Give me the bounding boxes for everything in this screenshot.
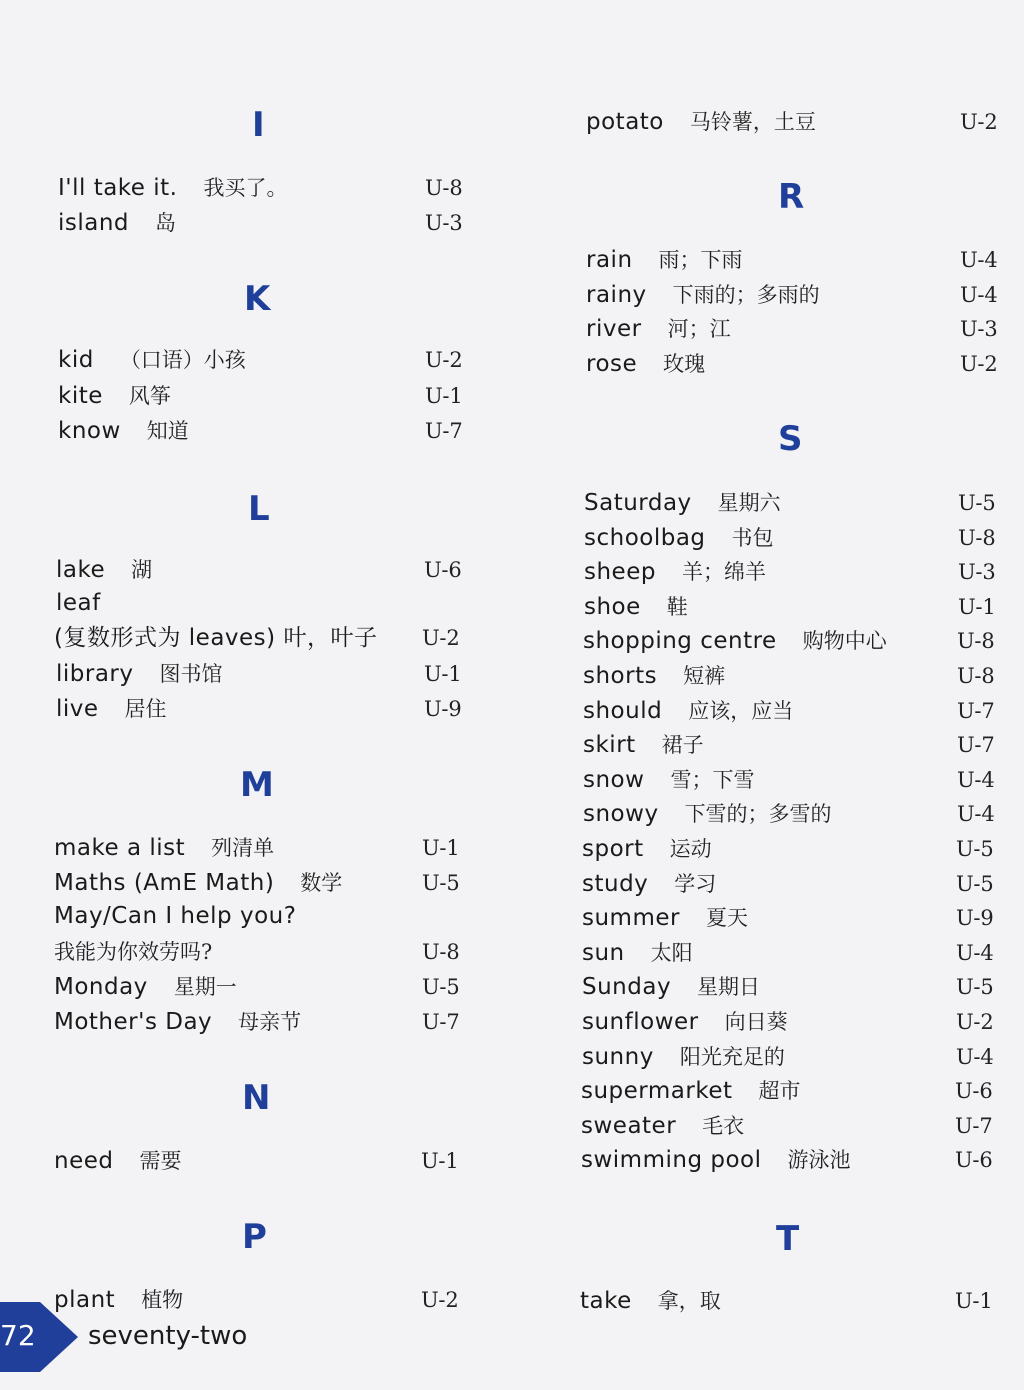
entry-row [58, 416, 189, 446]
entry-chinese: 星期六 [717, 491, 781, 515]
entry-row [582, 869, 716, 899]
entry-row [584, 557, 766, 587]
entry-row [54, 901, 296, 931]
entry-chinese: 岛 [155, 211, 177, 235]
entry-chinese: 需要 [139, 1149, 182, 1173]
entry-unit: U-8 [957, 664, 995, 688]
entry-row [580, 1286, 721, 1316]
entry-row [54, 868, 342, 898]
entry-unit: U-8 [422, 940, 460, 964]
entry-english: plant [54, 1287, 116, 1313]
section-letter-s: S [778, 419, 803, 459]
entry-english: I'll take it. [58, 175, 178, 201]
entry-english: summer [582, 905, 680, 931]
entry-unit: U-1 [421, 1149, 459, 1173]
entry-row [54, 623, 377, 653]
entry-chinese: 居住 [124, 697, 167, 721]
entry-unit: U-6 [955, 1079, 993, 1103]
entry-chinese: 我能为你效劳吗? [54, 940, 213, 964]
entry-chinese: 星期日 [697, 975, 761, 999]
entry-english: kite [58, 383, 103, 409]
entry-unit: U-7 [422, 1010, 460, 1034]
entry-english: rainy [586, 282, 647, 308]
entry-chinese: 雨；下雨 [658, 248, 743, 272]
entry-chinese: 我买了。 [203, 176, 288, 200]
entry-unit: U-6 [955, 1148, 993, 1172]
entry-chinese: 书包 [731, 526, 774, 550]
entry-english: lake [56, 557, 106, 583]
entry-english: library [56, 661, 134, 687]
section-letter-k: K [244, 279, 271, 319]
entry-row [56, 588, 101, 618]
entry-unit: U-7 [955, 1114, 993, 1138]
entry-english: snow [583, 767, 645, 793]
entry-row [586, 349, 705, 379]
entry-english: rain [586, 247, 633, 273]
entry-row [56, 659, 223, 689]
entry-row [581, 1111, 744, 1141]
entry-english: sheep [584, 559, 656, 585]
entry-unit: U-5 [422, 975, 460, 999]
entry-english: Maths (AmE Math) [54, 870, 275, 896]
entry-chinese: 下雨的；多雨的 [672, 283, 820, 307]
entry-chinese: 植物 [141, 1288, 184, 1312]
entry-english: rose [586, 351, 638, 377]
entry-row [583, 730, 704, 760]
entry-row [581, 1076, 801, 1106]
entry-unit: U-6 [424, 558, 462, 582]
entry-unit: U-2 [960, 352, 998, 376]
entry-english: island [58, 210, 130, 236]
section-letter-r: R [778, 177, 805, 217]
entry-unit: U-5 [422, 871, 460, 895]
entry-unit: U-4 [956, 941, 994, 965]
entry-row [586, 314, 731, 344]
entry-row [582, 938, 693, 968]
entry-chinese: 下雪的；多雪的 [684, 802, 832, 826]
entry-chinese: 鞋 [666, 595, 688, 619]
entry-english: Mother's Day [54, 1009, 213, 1035]
entry-row [586, 107, 816, 137]
entry-english: live [56, 696, 99, 722]
entry-row [582, 972, 760, 1002]
entry-english: kid [58, 347, 94, 373]
entry-row [54, 833, 274, 863]
entry-row [582, 1042, 785, 1072]
entry-chinese: 风筝 [128, 384, 171, 408]
page-number: 72 [0, 1319, 36, 1352]
entry-unit: U-5 [956, 872, 994, 896]
entry-chinese: 裙子 [661, 733, 704, 757]
entry-english: supermarket [581, 1078, 733, 1104]
entry-unit: U-1 [955, 1289, 993, 1313]
entry-unit: U-4 [957, 802, 995, 826]
entry-unit: U-1 [425, 384, 463, 408]
entry-unit: U-4 [956, 1045, 994, 1069]
entry-unit: U-5 [956, 837, 994, 861]
entry-chinese: 列清单 [211, 836, 275, 860]
entry-chinese: 运动 [669, 837, 712, 861]
entry-chinese: 母亲节 [238, 1010, 302, 1034]
entry-unit: U-4 [960, 283, 998, 307]
entry-row [583, 661, 725, 691]
entry-english: shorts [583, 663, 658, 689]
entry-unit: U-3 [958, 560, 996, 584]
entry-unit: U-2 [421, 1288, 459, 1312]
entry-unit: U-3 [425, 211, 463, 235]
entry-row [56, 555, 152, 585]
entry-row [56, 694, 167, 724]
entry-row [54, 972, 237, 1002]
section-letter-l: L [248, 489, 270, 529]
entry-row [54, 937, 212, 967]
entry-chinese: 星期一 [173, 975, 237, 999]
entry-unit: U-2 [425, 348, 463, 372]
entry-chinese: 湖 [131, 558, 153, 582]
entry-english: snowy [583, 801, 659, 827]
entry-row [583, 696, 793, 726]
entry-chinese: 太阳 [650, 941, 693, 965]
entry-english: schoolbag [584, 525, 706, 551]
entry-unit: U-2 [960, 110, 998, 134]
entry-unit: U-8 [425, 176, 463, 200]
entry-unit: U-5 [958, 491, 996, 515]
entry-english: swimming pool [581, 1147, 762, 1173]
entry-chinese: 超市 [758, 1079, 801, 1103]
entry-unit: U-2 [422, 626, 460, 650]
entry-unit: U-9 [956, 906, 994, 930]
entry-chinese: 游泳池 [787, 1148, 851, 1172]
section-letter-p: P [242, 1217, 267, 1257]
entry-row [586, 280, 820, 310]
entry-chinese: 拿，取 [657, 1289, 721, 1313]
entry-row [583, 626, 887, 656]
entry-chinese: 河；江 [667, 317, 731, 341]
entry-row [583, 799, 832, 829]
entry-chinese: 夏天 [705, 906, 748, 930]
section-letter-i: I [252, 105, 265, 145]
entry-row [582, 834, 712, 864]
entry-row [54, 1007, 301, 1037]
entry-row [584, 523, 774, 553]
entry-chinese: 购物中心 [802, 629, 887, 653]
entry-unit: U-9 [424, 697, 462, 721]
entry-row [582, 903, 748, 933]
entry-row [58, 381, 171, 411]
entry-row [58, 208, 176, 238]
entry-chinese: 雪；下雪 [670, 768, 755, 792]
entry-english: (复数形式为 leaves) 叶，叶子 [54, 625, 378, 651]
entry-unit: U-8 [957, 629, 995, 653]
entry-chinese: 马铃薯，土豆 [689, 110, 816, 134]
entry-chinese: （口语）小孩 [119, 348, 246, 372]
entry-english: take [580, 1288, 632, 1314]
entry-chinese: 向日葵 [724, 1010, 788, 1034]
entry-row [58, 345, 246, 375]
section-letter-m: M [240, 765, 274, 805]
entry-chinese: 阳光充足的 [679, 1045, 785, 1069]
entry-english: sweater [581, 1113, 677, 1139]
entry-english: potato [586, 109, 664, 135]
entry-chinese: 应该，应当 [688, 699, 794, 723]
entry-english: skirt [583, 732, 636, 758]
entry-chinese: 图书馆 [159, 662, 223, 686]
entry-english: shopping centre [583, 628, 777, 654]
entry-english: river [586, 316, 642, 342]
entry-english: study [582, 871, 649, 897]
entry-english: should [583, 698, 663, 724]
entry-english: sport [582, 836, 644, 862]
entry-chinese: 数学 [300, 871, 343, 895]
entry-unit: U-5 [956, 975, 994, 999]
entry-row [586, 245, 743, 275]
entry-unit: U-7 [425, 419, 463, 443]
entry-chinese: 羊；绵羊 [681, 560, 766, 584]
entry-english: make a list [54, 835, 186, 861]
entry-english: shoe [584, 594, 641, 620]
entry-english: need [54, 1148, 114, 1174]
entry-english: sunny [582, 1044, 654, 1070]
entry-unit: U-1 [422, 836, 460, 860]
entry-english: leaf [56, 590, 101, 616]
entry-row [54, 1146, 181, 1176]
entry-row [582, 1007, 788, 1037]
entry-row [584, 488, 781, 518]
entry-english: Monday [54, 974, 148, 1000]
entry-unit: U-1 [424, 662, 462, 686]
entry-chinese: 知道 [146, 419, 189, 443]
entry-unit: U-4 [957, 768, 995, 792]
entry-row [584, 592, 688, 622]
entry-chinese: 玫瑰 [663, 352, 706, 376]
entry-unit: U-2 [956, 1010, 994, 1034]
entry-row [581, 1145, 851, 1175]
entry-unit: U-7 [957, 699, 995, 723]
entry-unit: U-3 [960, 317, 998, 341]
entry-unit: U-7 [957, 733, 995, 757]
section-letter-t: T [776, 1219, 800, 1259]
entry-english: May/Can I help you? [54, 903, 297, 929]
entry-unit: U-1 [958, 595, 996, 619]
entry-row [583, 765, 754, 795]
section-letter-n: N [242, 1078, 271, 1118]
entry-english: Sunday [582, 974, 672, 1000]
entry-chinese: 毛衣 [702, 1114, 745, 1138]
entry-row [58, 173, 288, 203]
entry-english: know [58, 418, 121, 444]
entry-chinese: 学习 [674, 872, 717, 896]
entry-english: sunflower [582, 1009, 699, 1035]
entry-unit: U-8 [958, 526, 996, 550]
entry-english: Saturday [584, 490, 692, 516]
entry-chinese: 短裤 [683, 664, 726, 688]
entry-english: sun [582, 940, 625, 966]
page-number-words: seventy-two [88, 1321, 248, 1351]
entry-unit: U-4 [960, 248, 998, 272]
